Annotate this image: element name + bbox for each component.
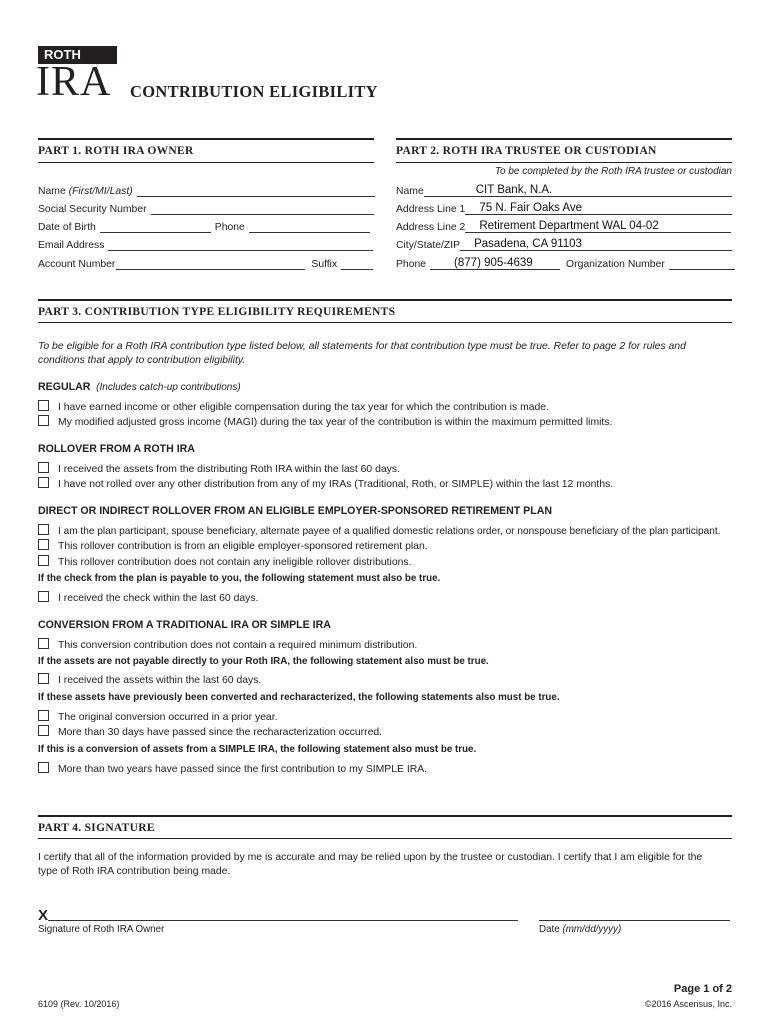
conversion-condition-1: If the assets are not payable directly to your Roth IRA, the following statement also must be true.	[38, 656, 489, 667]
account-number-field[interactable]	[116, 258, 305, 270]
custodian-name-row	[396, 183, 732, 197]
part3-intro-line1: To be eligible for a Roth IRA contribution type listed below, all statements for that contribution type must be true. Refer to page 2 for rules and	[38, 341, 686, 352]
date-label-row	[539, 924, 621, 935]
statement-text: More than two years have passed since the first contribution to my SIMPLE IRA.	[58, 764, 428, 775]
direct-statement-1	[38, 524, 720, 537]
dob-field[interactable]	[100, 221, 211, 233]
owner-name-label: Name	[38, 186, 66, 197]
conversion-condition-3: If this is a conversion of assets from a SIMPLE IRA, the following statement also must be true.	[38, 744, 477, 755]
conversion-condition-2: If these assets have previously been converted and recharacterized, the following statements also must be true.	[38, 692, 560, 703]
statement-text: This rollover contribution is from an eligible employer-sponsored retirement plan.	[58, 541, 428, 552]
statement-text: I received the assets from the distributing Roth IRA within the last 60 days.	[58, 464, 400, 475]
statement-text: I have earned income or other eligible compensation during the tax year for which the contribution is made.	[58, 402, 549, 413]
page-number: Page 1 of 2	[673, 983, 732, 995]
direct-condition-1: If the check from the plan is payable to you, the following statement must also be true.	[38, 573, 441, 584]
regular-heading	[38, 381, 241, 393]
conversion-statement-3	[38, 710, 277, 723]
custodian-addr2-row	[396, 219, 731, 233]
checkbox[interactable]	[38, 539, 49, 550]
part3-bottom-rule	[38, 322, 732, 323]
org-number-label: Organization Number	[566, 259, 665, 270]
custodian-name-field[interactable]	[424, 185, 732, 197]
date-field[interactable]	[539, 920, 730, 921]
conversion-statement-5	[38, 762, 427, 775]
conversion-title: CONVERSION FROM A TRADITIONAL IRA OR SIMPLE IRA	[38, 619, 331, 631]
custodian-phone-row	[396, 256, 735, 270]
statement-text: The original conversion occurred in a prior year.	[58, 712, 278, 723]
checkbox[interactable]	[38, 638, 49, 649]
custodian-name-label: Name	[396, 186, 424, 197]
owner-name-hint: (First/MI/Last)	[68, 186, 133, 197]
statement-text: I have not rolled over any other distribution from any of my IRAs (Traditional, Roth, or SIMPLE) within the last 12 months.	[58, 479, 614, 490]
statement-text: My modified adjusted gross income (MAGI) during the tax year of the contribution is within the maximum permitted limits.	[58, 417, 613, 428]
city-label: City/State/ZIP	[396, 240, 461, 251]
custodian-name-value: CIT Bank, N.A.	[475, 184, 553, 196]
part3-top-rule	[38, 299, 732, 301]
ssn-field[interactable]	[151, 203, 374, 215]
checkbox[interactable]	[38, 524, 49, 535]
direct-statement-2	[38, 539, 428, 552]
part2-bottom-rule	[396, 162, 732, 163]
part3-intro	[38, 340, 738, 368]
certification-line-1: I certify that all of the information provided by me is accurate and may be relied upon by the trustee or custodian. I certify that I am eligible for the	[38, 852, 703, 863]
copyright: ©2016 Ascensus, Inc.	[644, 999, 732, 1009]
part3-intro-line2: conditions that apply to contribution eligibility.	[38, 355, 246, 366]
part4-bottom-rule	[38, 838, 732, 839]
owner-phone-field[interactable]	[249, 221, 370, 233]
statement-text: This conversion contribution does not contain a required minimum distribution.	[58, 640, 418, 651]
part2-title: PART 2. ROTH IRA TRUSTEE OR CUSTODIAN	[396, 145, 657, 157]
regular-statement-1	[38, 400, 549, 413]
custodian-phone-label: Phone	[396, 259, 427, 270]
certification-text	[38, 851, 738, 879]
statement-text: This rollover contribution does not contain any ineligible rollover distributions.	[58, 557, 412, 568]
regular-statement-2	[38, 415, 612, 428]
rollover-statement-1	[38, 462, 400, 475]
checkbox[interactable]	[38, 415, 49, 426]
checkbox[interactable]	[38, 555, 49, 566]
part3-title: PART 3. CONTRIBUTION TYPE ELIGIBILITY REQUIREMENTS	[38, 306, 396, 318]
roth-badge: ROTH	[38, 46, 117, 64]
part4-top-rule	[38, 815, 732, 817]
part2-note: To be completed by the Roth IRA trustee or custodian	[494, 166, 732, 177]
custodian-phone-field[interactable]	[430, 258, 560, 270]
checkbox[interactable]	[38, 477, 49, 488]
checkbox[interactable]	[38, 725, 49, 736]
conversion-statement-1	[38, 638, 417, 651]
rollover-statement-2	[38, 477, 613, 490]
direct-statement-3	[38, 555, 411, 568]
ssn-row	[38, 201, 374, 215]
checkbox[interactable]	[38, 591, 49, 602]
rollover-roth-title: ROLLOVER FROM A ROTH IRA	[38, 443, 195, 455]
statement-text: I received the check within the last 60 days.	[58, 593, 259, 604]
custodian-city-row	[396, 237, 732, 251]
account-number-label: Account Number	[38, 259, 116, 270]
date-label: Date	[539, 924, 560, 935]
email-label: Email Address	[38, 240, 105, 251]
signature-field[interactable]	[48, 920, 518, 921]
owner-name-row	[38, 183, 375, 197]
addr1-label: Address Line 1	[396, 204, 466, 215]
suffix-field[interactable]	[341, 258, 373, 270]
regular-hint: (Includes catch-up contributions)	[96, 382, 241, 393]
addr1-field[interactable]	[465, 203, 732, 215]
addr2-field[interactable]	[465, 221, 731, 233]
signature-x-mark: X	[38, 907, 49, 924]
suffix-label: Suffix	[311, 259, 338, 270]
part1-top-rule	[38, 138, 374, 140]
form-id: 6109 (Rev. 10/2016)	[38, 999, 120, 1009]
email-field[interactable]	[108, 239, 373, 251]
part1-bottom-rule	[38, 162, 374, 163]
direct-rollover-title: DIRECT OR INDIRECT ROLLOVER FROM AN ELIGIBLE EMPLOYER-SPONSORED RETIREMENT PLAN	[38, 505, 553, 517]
conversion-statement-2	[38, 673, 261, 686]
conversion-statement-4	[38, 725, 382, 738]
org-number-field[interactable]	[669, 258, 735, 270]
email-row	[38, 237, 373, 251]
dob-label: Date of Birth	[38, 222, 96, 233]
part2-top-rule	[396, 138, 732, 140]
part4-title: PART 4. SIGNATURE	[38, 822, 155, 834]
city-value: Pasadena, CA 91103	[474, 238, 582, 250]
statement-text: I received the assets within the last 60 days.	[58, 675, 262, 686]
account-row	[38, 256, 373, 270]
ira-logo-text: IRA	[36, 59, 112, 105]
owner-phone-label: Phone	[214, 222, 245, 233]
part1-title: PART 1. ROTH IRA OWNER	[38, 145, 194, 157]
checkbox[interactable]	[38, 673, 49, 684]
checkbox[interactable]	[38, 400, 49, 411]
page-title: CONTRIBUTION ELIGIBILITY	[130, 82, 378, 101]
custodian-addr1-row	[396, 201, 732, 215]
certification-line-2: type of Roth IRA contribution being made.	[38, 866, 231, 877]
date-hint: (mm/dd/yyyy)	[562, 924, 622, 935]
statement-text: More than 30 days have passed since the recharacterization occurred.	[58, 727, 383, 738]
checkbox[interactable]	[38, 762, 49, 773]
custodian-phone-value: (877) 905-4639	[454, 257, 533, 269]
city-field[interactable]	[460, 239, 732, 251]
ssn-label: Social Security Number	[38, 204, 147, 215]
addr2-value: Retirement Department WAL 04-02	[479, 220, 659, 232]
signature-label: Signature of Roth IRA Owner	[38, 924, 165, 935]
checkbox[interactable]	[38, 710, 49, 721]
dob-phone-row	[38, 219, 370, 233]
direct-statement-4	[38, 591, 258, 604]
addr2-label: Address Line 2	[396, 222, 466, 233]
owner-name-field[interactable]	[137, 185, 375, 197]
regular-title: REGULAR	[38, 381, 91, 393]
statement-text: I am the plan participant, spouse beneficiary, alternate payee of a qualified domestic relations order, or nonspouse beneficiary of the plan participant.	[58, 526, 721, 537]
addr1-value: 75 N. Fair Oaks Ave	[479, 202, 583, 214]
checkbox[interactable]	[38, 462, 49, 473]
